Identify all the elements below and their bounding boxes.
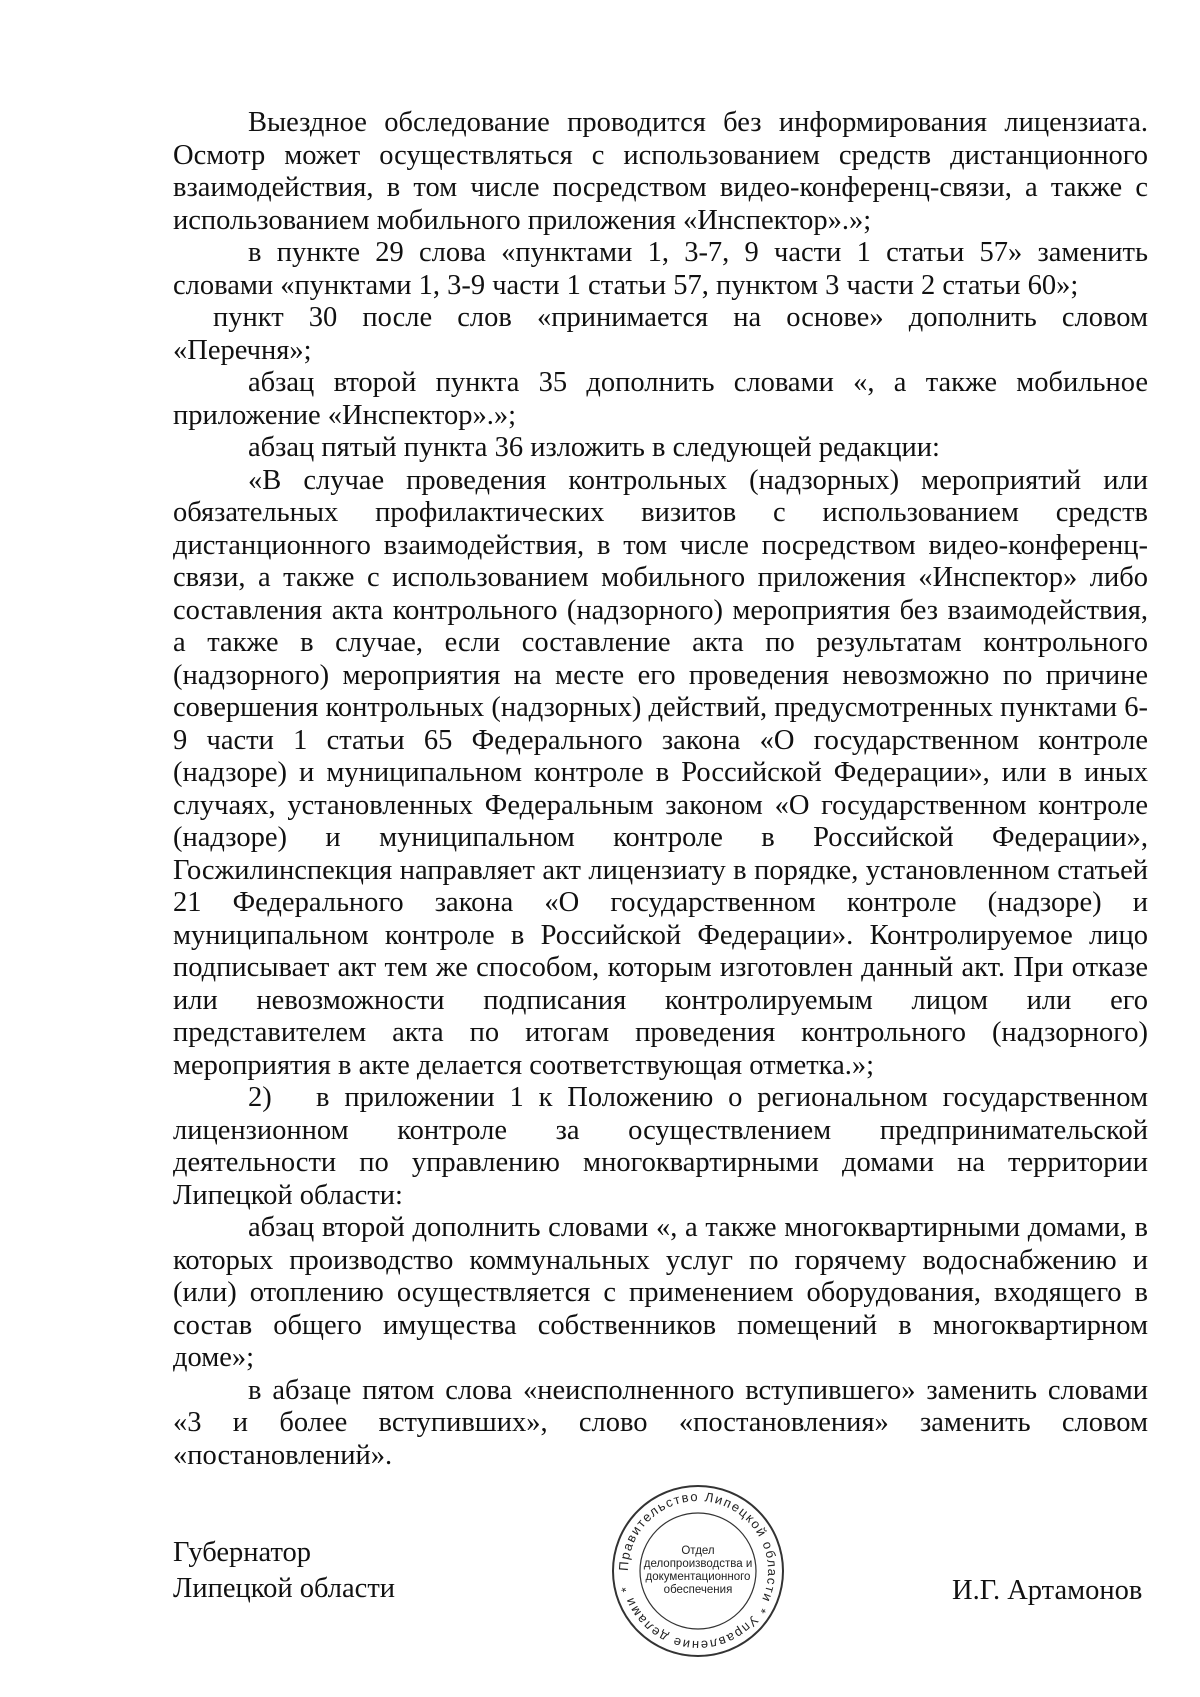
paragraph-item-35: абзац второй пункта 35 дополнить словами «, а также мобильное приложение «Инспектор».»; xyxy=(173,367,1148,431)
signatory-title xyxy=(173,1535,395,1607)
paragraph-abzac-2: абзац второй дополнить словами «, а также многоквартирными домами, в которых производство коммунальных услуг по горячему водоснабжению и (или) отоплению осуществляется с применением оборудования, входящего в состав общего имущества собственников помещений в многоквартирном доме»; xyxy=(173,1212,1148,1373)
paragraph-item-29: в пункте 29 слова «пунктами 1, 3-7, 9 части 1 статьи 57» заменить словами «пунктами 1, 3-9 части 1 статьи 57, пунктом 3 части 2 статьи 60»; xyxy=(173,237,1148,301)
signatory-title-line-1: Губернатор xyxy=(173,1537,312,1568)
seal-line-1: Отдел xyxy=(681,1545,715,1557)
numbered-item-2 xyxy=(173,1082,1148,1212)
signatory-name: И.Г. Артамонов xyxy=(952,1575,1143,1606)
item-number: 2) xyxy=(248,1082,272,1113)
paragraph-item-36-text: «В случае проведения контрольных (надзорных) мероприятий или обязательных профилактических визитов с использованием средств дистанционного взаимодействия, в том числе посредством видео-конференц-связи, а также с использованием мобильного приложения «Инспектор» либо составления акта контрольного (надзорного) мероприятия без взаимодействия, а также в случае, если составление акта по результатам контрольного (надзорного) мероприятия на месте его проведения невозможно по причине совершения контрольных (надзорных) действий, предусмотренных пунктами 6-9 части 1 статьи 65 Федерального закона «О государственном контроле (надзоре) и муниципальном контроле в Российской Федерации», или в иных случаях, установленных Федеральным законом «О государственном контроле (надзоре) и муниципальном контроле в Российской Федерации», Госжилинспекция направляет акт лицензиату в порядке, установленном статьей 21 Федерального закона «О государственном контроле (надзоре) и муниципальном контроле в Российской Федерации». Контролируемое лицо подписывает акт тем же способом, которым изготовлен данный акт. При отказе или невозможности подписания контролируемым лицом или его представителем акта по итогам проведения контрольного (надзорного) мероприятия в акте делается соответствующая отметка.»; xyxy=(173,464,1148,1081)
seal-line-3: документационного xyxy=(645,1571,751,1583)
paragraph-inspection: Выездное обследование проводится без информирования лицензиата. Осмотр может осуществляться с использованием средств дистанционного взаимодействия, в том числе посредством видео-конференц-связи, а также с использованием мобильного приложения «Инспектор».»; xyxy=(173,107,1148,236)
seal-center-text xyxy=(638,1545,758,1597)
signatory-title-line-2: Липецкой области xyxy=(173,1573,396,1604)
paragraph-abzac-5: в абзаце пятом слова «неисполненного вступившего» заменить словами «3 и более вступивших», слово «постановления» заменить словом «постановлений». xyxy=(173,1374,1148,1471)
document-body xyxy=(173,107,1148,1472)
paragraph-item-30: пункт 30 после слов «принимается на основе» дополнить словом «Перечня»; xyxy=(173,302,1148,366)
seal-line-2: делопроизводства и xyxy=(643,1558,753,1570)
numbered-item-text: в приложении 1 к Положению о региональном государственном лицензионном контроле за осуществлением предпринимательской деятельности по управлению многоквартирными домами на территории Липецкой области: xyxy=(173,1082,1148,1211)
official-seal xyxy=(612,1485,784,1657)
seal-line-4: обеспечения xyxy=(663,1584,733,1596)
seal-outer-text: Правительство Липецкой области * Управление делами * xyxy=(615,1488,781,1654)
signature-block xyxy=(0,1488,1200,1675)
paragraph-item-36: абзац пятый пункта 36 изложить в следующей редакции: xyxy=(248,432,940,463)
